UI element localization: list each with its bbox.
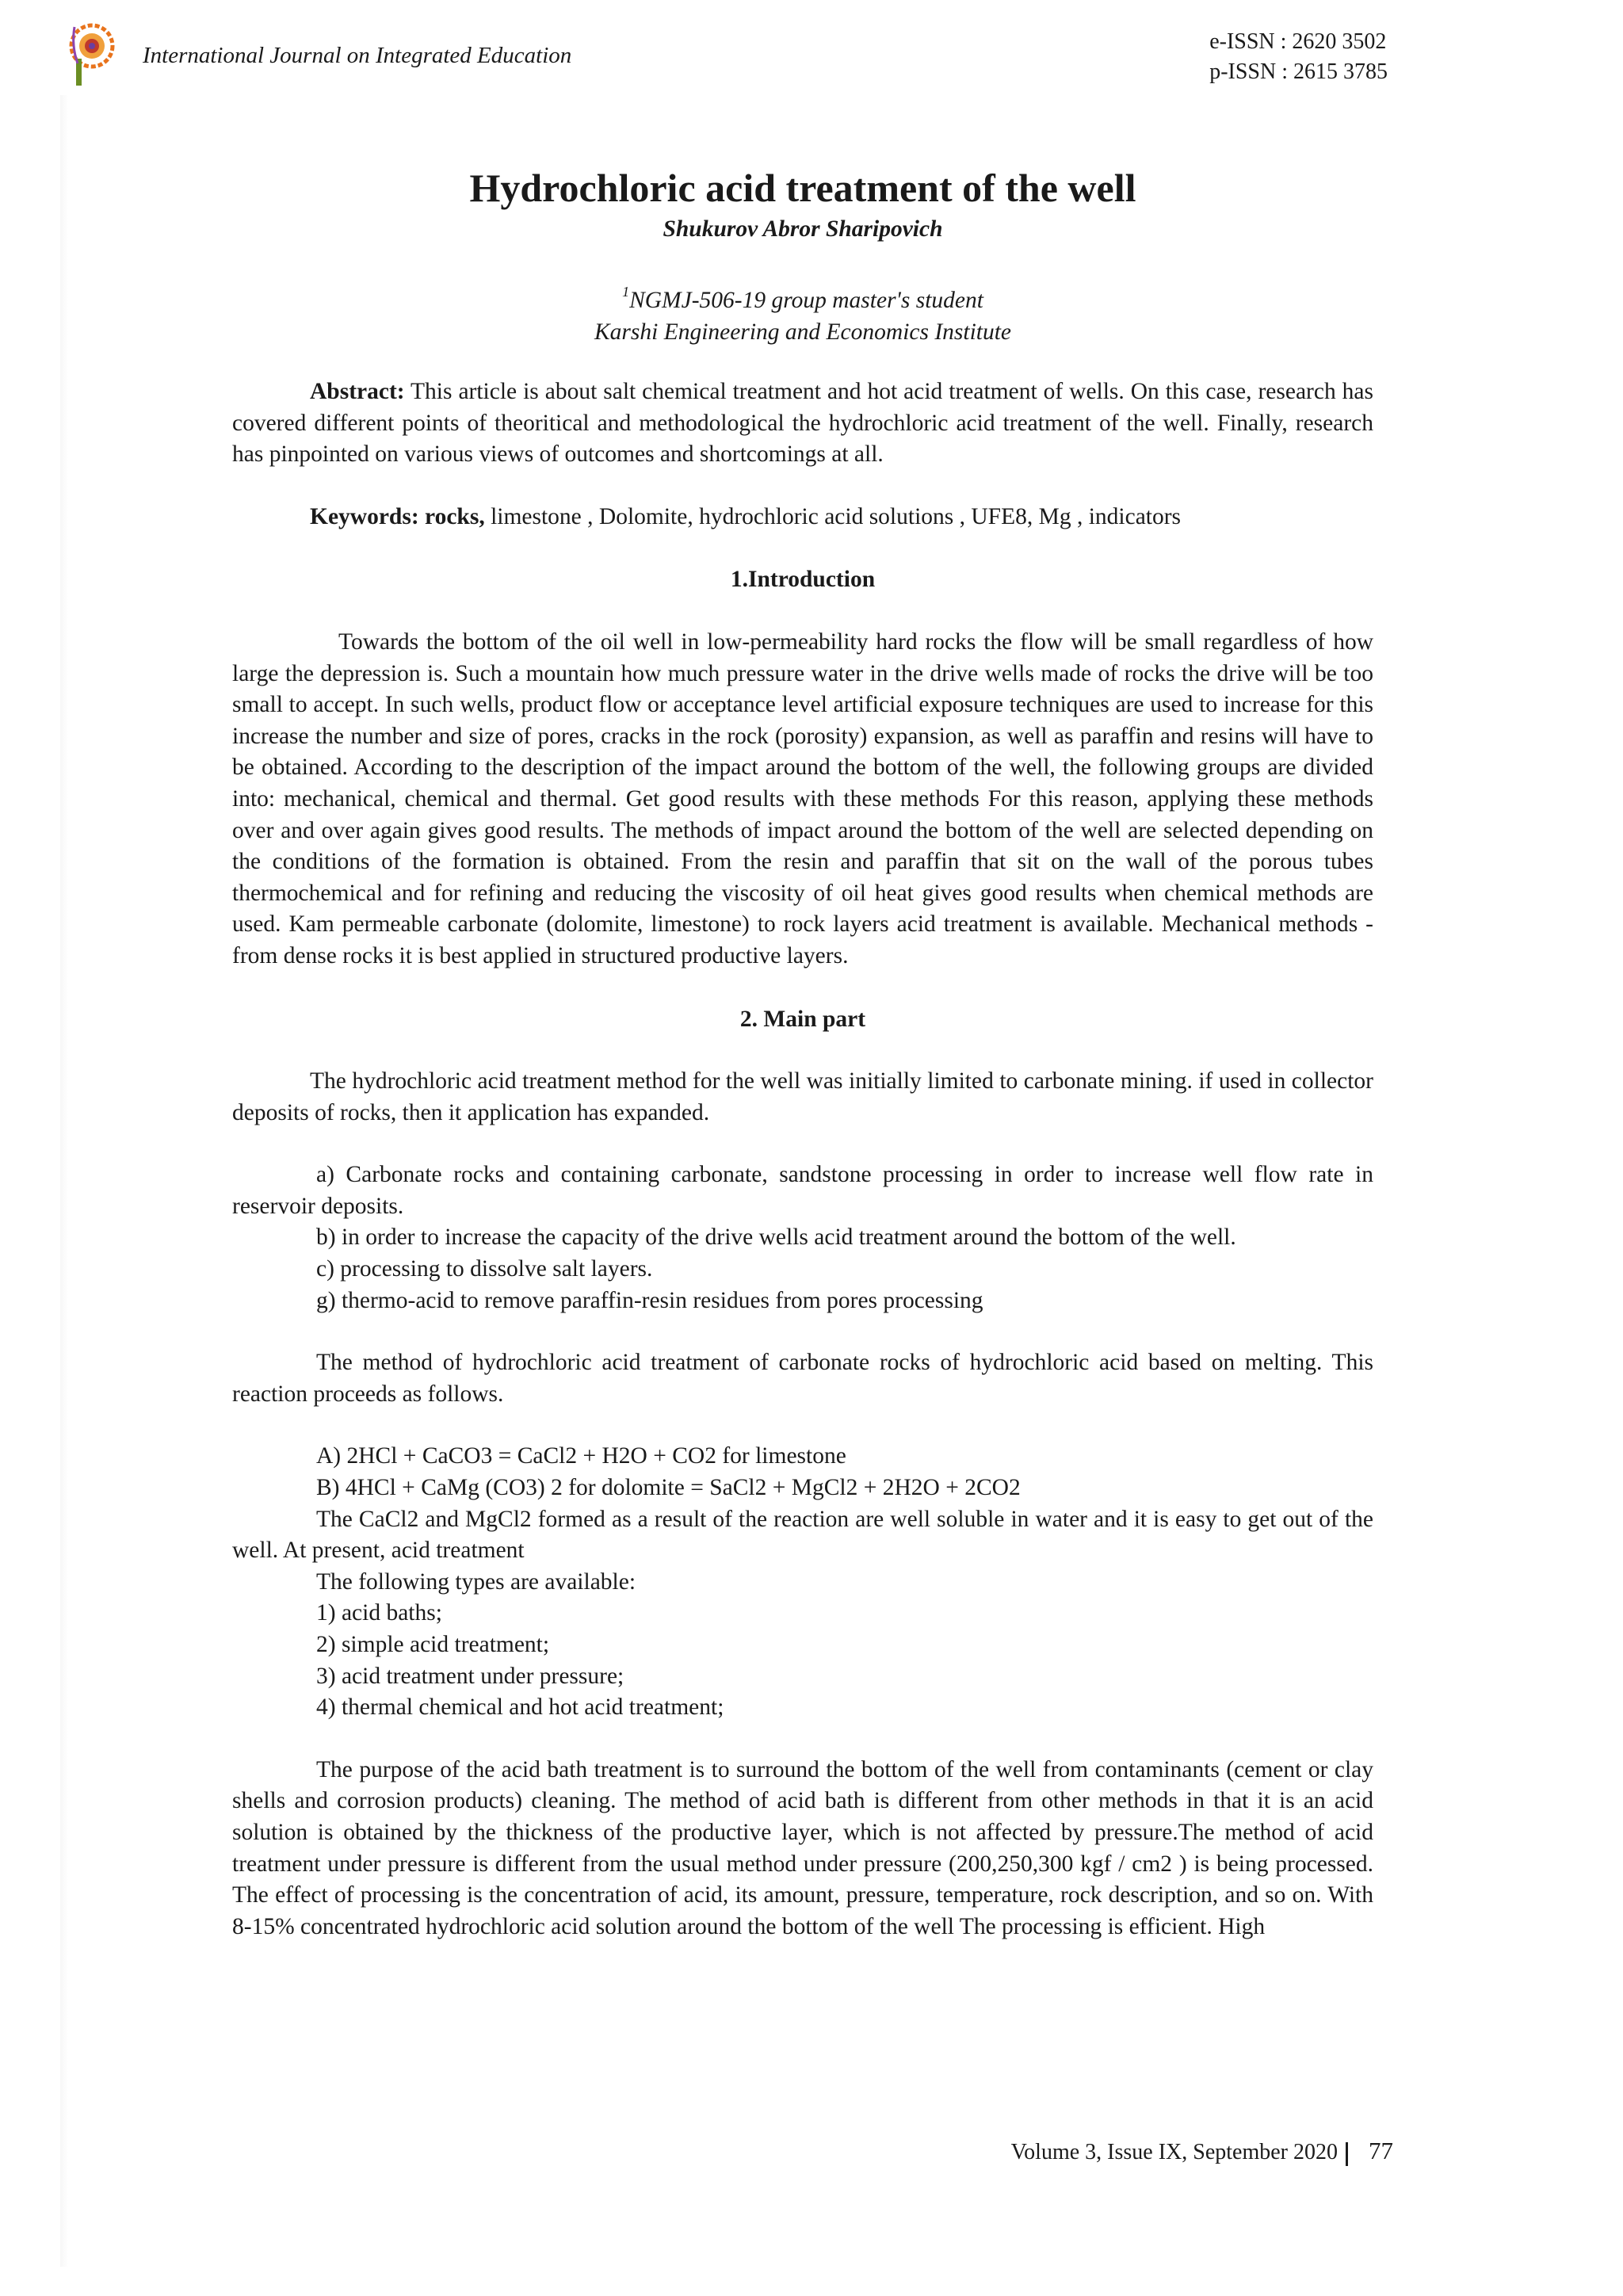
journal-logo-icon	[68, 22, 119, 89]
eissn: e-ISSN : 2620 3502	[1209, 29, 1387, 54]
abstract-text: This article is about salt chemical treatment and hot acid treatment of wells. On this case, research has covered different points of theoritical and methodological the hydrochloric acid treatment of the well. Finally, research has pinpointed on various views of outcomes and shortcomings at all.	[232, 379, 1373, 468]
list-item: 2) simple acid treatment;	[316, 1632, 550, 1657]
keywords-text: limestone , Dolomite, hydrochloric acid solutions , UFE8, Mg , indicators	[484, 503, 1182, 529]
types-intro: The following types are available:	[316, 1568, 636, 1595]
list-item-c: c) processing to dissolve salt layers.	[316, 1256, 653, 1282]
list-item-b: b) in order to increase the capacity of the drive wells acid treatment around the bottom of the well.	[316, 1224, 1236, 1251]
acid-bath-paragraph: The purpose of the acid bath treatment is to surround the bottom of the well from contaminants (cement or clay shells and corrosion products) cleaning. The method of acid bath is different from other methods in that it is an acid solution is obtained by the thickness of the productive layer, which is not affected by pressure.The method of acid treatment under pressure is different from the usual method under pressure (200,250,300 kgf / cm2 ) is being processed. The effect of processing is the concentration of acid, its amount, pressure, temperature, rock description, and so on. With 8-15% concentrated hydrochloric acid solution around the bottom of the well The processing is efficient. High	[232, 1756, 1373, 1939]
reaction-dolomite: B) 4HCl + CaMg (CO3) 2 for dolomite = SaCl2 + MgCl2 + 2H2O + 2CO2	[316, 1475, 1021, 1501]
list-item: 1) acid baths;	[316, 1600, 442, 1626]
affiliation-line-1	[232, 285, 1373, 316]
reaction-products-paragraph: The CaCl2 and MgCl2 formed as a result of the reaction are well soluble in water and it is easy to get out of the well. At present, acid treatment	[232, 1506, 1373, 1564]
section-heading-introduction: 1.Introduction	[730, 567, 876, 593]
keywords-label: Keywords: rocks,	[310, 503, 485, 529]
article-title: Hydrochloric acid treatment of the well	[469, 166, 1136, 210]
page-number: 77	[1369, 2137, 1393, 2164]
affiliation	[232, 285, 1373, 348]
page-footer	[1011, 2137, 1393, 2166]
volume-info: Volume 3, Issue IX, September 2020	[1010, 2140, 1338, 2164]
reaction-limestone: A) 2HCl + CaCO3 = CaCl2 + H2O + CO2 for limestone	[316, 1443, 846, 1469]
footer-divider	[1346, 2142, 1348, 2166]
pissn: p-ISSN : 2615 3785	[1209, 59, 1388, 84]
list-item: 4) thermal chemical and hot acid treatment;	[316, 1694, 724, 1721]
journal-name: International Journal on Integrated Education	[143, 43, 572, 68]
keywords	[232, 502, 1373, 533]
section-heading-main-part: 2. Main part	[739, 1006, 866, 1032]
issn-block	[1209, 27, 1388, 87]
page-edge-shadow	[60, 95, 68, 2267]
list-item: 3) acid treatment under pressure;	[316, 1663, 624, 1689]
list-item-g: g) thermo-acid to remove paraffin-resin residues from pores processing	[316, 1287, 983, 1313]
article-body	[232, 162, 1373, 1943]
main-paragraph-1: The hydrochloric acid treatment method for the well was initially limited to carbonate mining. if used in collector deposits of rocks, then it application has expanded.	[232, 1068, 1373, 1125]
introduction-paragraph: Towards the bottom of the oil well in low-permeability hard rocks the flow will be small regardless of how large the depression is. Such a mountain how much pressure water in the drive wells made of rocks the drive will be too small to accept. In such wells, product flow or acceptance level artificial exposure techniques are used to increase for this increase the number and size of pores, cracks in the rock (porosity) expansion, as well as paraffin and resins will have to be obtained. According to the description of the impact around the bottom of the well, the following groups are divided into: mechanical, chemical and thermal. Get good results with these methods For this reason, applying these methods over and over again gives good results. The methods of impact around the bottom of the well are selected depending on the conditions of the formation is obtained. From the resin and paraffin that sit on the wall of the porous tubes thermochemical and for refining and reducing the viscosity of oil heat gives good results when chemical methods are used. Kam permeable carbonate (dolomite, limestone) to rock layers acid treatment is available. Mechanical methods - from dense rocks it is best applied in structured productive layers.	[232, 628, 1373, 968]
affiliation-superscript: 1	[622, 284, 630, 300]
list-item-a: a) Carbonate rocks and containing carbonate, sandstone processing in order to increase well flow rate in reservoir deposits.	[232, 1162, 1373, 1219]
method-paragraph: The method of hydrochloric acid treatment of carbonate rocks of hydrochloric acid based on melting. This reaction proceeds as follows.	[232, 1350, 1373, 1407]
author-name: Shukurov Abror Sharipovich	[663, 216, 943, 242]
affiliation-line-2: Karshi Engineering and Economics Institute	[594, 319, 1012, 345]
abstract	[232, 376, 1373, 471]
affiliation-text-1: NGMJ-506-19 group master's student	[629, 288, 983, 313]
abstract-label: Abstract:	[310, 379, 405, 404]
